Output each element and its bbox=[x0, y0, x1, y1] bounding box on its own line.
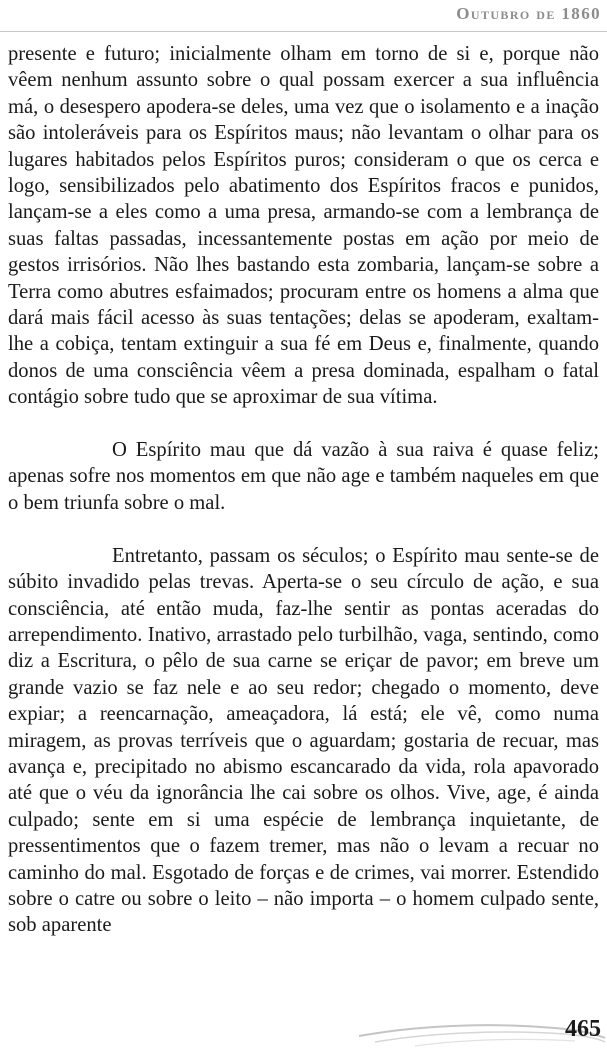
page-body bbox=[8, 41, 599, 939]
paragraph-2: O Espírito mau que dá vazão à sua raiva é quase feliz; apenas sofre nos momentos em que não age e também naqueles em que o bem triunfa sobre o mal. bbox=[8, 439, 599, 514]
running-header: Outubro de 1860 bbox=[456, 4, 601, 23]
page-number: 465 bbox=[565, 1016, 601, 1042]
header-divider bbox=[0, 31, 607, 32]
paragraph-gap bbox=[8, 516, 599, 542]
paragraph-gap bbox=[8, 411, 599, 437]
paragraph-3: Entretanto, passam os séculos; o Espírito mau sente-se de súbito invadido pelas trevas. Aperta-se o seu círculo de ação, e sua consciência, até então muda, faz-lhe sentir as pontas aceradas do arrependimento. Inativo, arrastado pelo turbilhão, vaga, sentindo, como diz a Escritura, o pêlo de sua carne se eriçar de pavor; em breve um grande vazio se faz nele e ao seu redor; chegado o momento, deve expiar; a reencarnação, ameaçadora, lá está; ele vê, como numa miragem, as provas terríveis que o aguardam; gostaria de recuar, mas avança e, precipitado no abismo escancarado da vida, rola apavorado até que o véu da ignorância lhe cai sobre os olhos. Vive, age, é ainda culpado; sente em si uma espécie de lembrança inquietante, de pressentimentos que o fazem tremer, mas não o levam a recuar no caminho do mal. Esgotado de forças e de crimes, vai morrer. Estendido sobre o catre ou sobre o leito – não importa – o homem culpado sente, sob aparente bbox=[8, 544, 599, 937]
paragraph-1: presente e futuro; inicialmente olham em torno de si e, porque não vêem nenhum assunto sobre o qual possam exercer a sua influência má, o desespero apodera-se deles, uma vez que o isolamento e a inação são intoleráveis para os Espíritos maus; não levantam o olhar para os lugares habitados pelos Espíritos puros; consideram o que os cerca e logo, sensibilizados pelo abatimento dos Espíritos fracos e punidos, lançam-se a eles como a uma presa, armando-se com a lembrança de suas faltas passadas, incessantemente postas em ação por meio de gestos irrisórios. Não lhes bastando esta zombaria, lançam-se sobre a Terra como abutres esfaimados; procuram entre os homens a alma que dará mais fácil acesso às suas tentações; delas se apoderam, exaltam-lhe a cobiça, tentam extinguir a sua fé em Deus e, finalmente, quando donos de uma consciência vêem a presa dominada, espalham o fatal contágio sobre tudo que se aproximar de sua vítima. bbox=[8, 43, 599, 409]
